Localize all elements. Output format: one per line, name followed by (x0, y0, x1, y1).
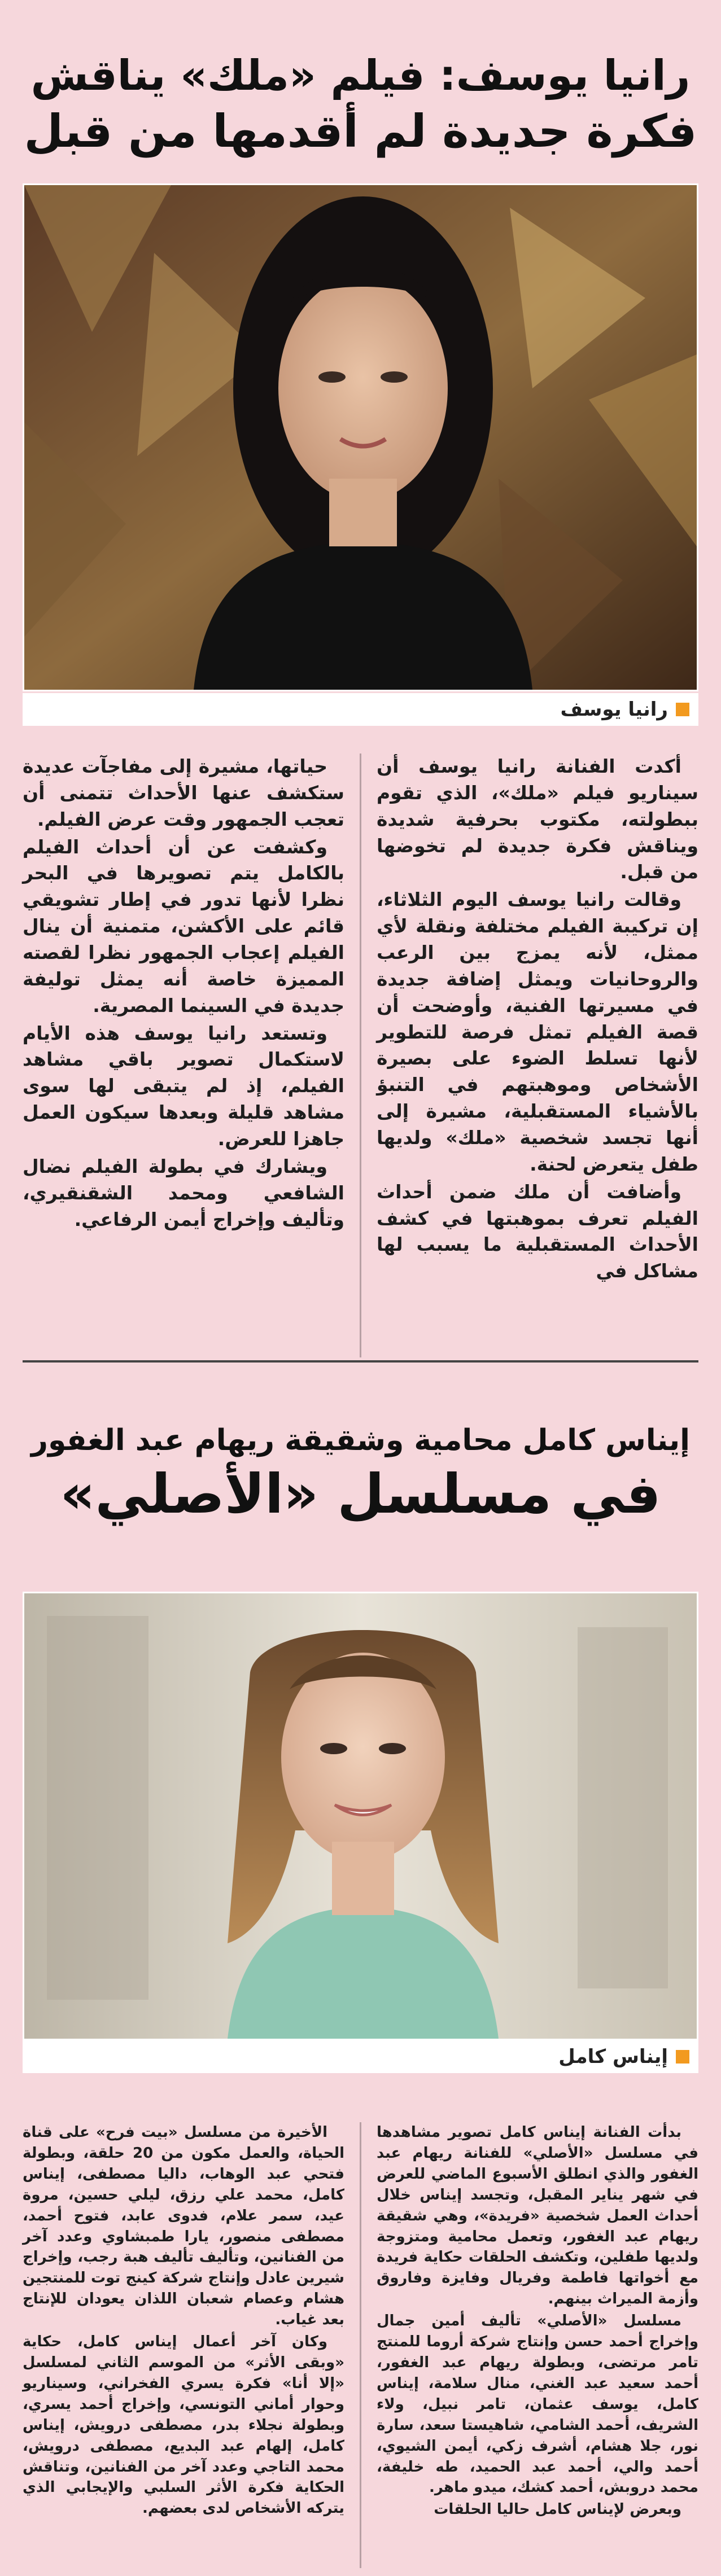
column-right (377, 753, 698, 1357)
caption-square-icon (676, 2050, 689, 2064)
caption-text: إيناس كامل (558, 2045, 668, 2068)
paragraph: الأخيرة من مسلسل «بيت فرح» على قناة الحياة، والعمل مكون من 20 حلقة، وبطولة فتحي عبد الوهاب، داليا مصطفى، إيناس كامل، محمد علي رزق، ليلي حسين، مروة عيد، سمر علام، فدوى عابد، فتوح أحمد، مصطفى منصور، يارا طمبشاوي وعدد آخر من الفنانين، وتأليف تأليف هبة رجب، وإخراج شيرين عادل وإنتاج شركة كينج توت للمنتجين هشام وعصام شعبان اللذان يعودان للإنتاج بعد غياب. (23, 2124, 344, 2329)
paragraph: مسلسل «الأصلي» تأليف أمين جمال وإخراج أحمد حسن وإنتاج شركة أروما للمنتج تامر مرتضى، وبطولة ريهام عبد الغفور، أحمد سعيد عبد الغني، منال سلامة، إيناس كامل، يوسف عثمان، تامر نبيل، ولاء الشريف، أحمد الشامي، شاهيستا سعد، سارة نور، جلا هشام، أشرف زكي، أيمن الشيوي، أحمد والي، أحمد عبد الحميد، طه خليفة، محمد دروبش، أحمد كشك، ميدو ماهر. (377, 2312, 698, 2496)
article-body (23, 2122, 698, 2568)
paragraph: ويشارك في بطولة الفيلم نضال الشافعي ومحمد الشقنقيري، وتأليف وإخراج أيمن الرفاعي. (23, 1155, 344, 1230)
article-body (23, 753, 698, 1357)
paragraph: وكشفت عن أن أحداث الفيلم بالكامل يتم تصويرها في البحر نظرا لأنها تدور في إطار تشويقي قائم على الأكشن، متمنية أن ينال الفيلم إعجاب الجمهور نظرا لقصته المميزة خاصة أنه يمثل توليفة جديدة في السينما المصرية. (23, 835, 344, 1017)
headline (23, 49, 698, 160)
headline-line-1: رانيا يوسف: فيلم «ملك» يناقش (30, 51, 691, 100)
paragraph: وقالت رانيا يوسف اليوم الثلاثاء، إن تركيبة الفيلم مختلفة ونقلة لأي ممثل، لأنه يمزج بين الرعب والروحانيات ويمثل إضافة جديدة في مسيرتها الفنية، وأوضحت أن قصة الفيلم تمثل فرصة للتطوير لأنها تسلط الضوء على بصيرة الأشخاص وموهبتهم في التنبؤ بالأشياء المستقبلية، مشيرة إلى أنها تجسد شخصية «ملك» ولديها طفل يتعرض لحنة. (377, 888, 698, 1175)
column-left (23, 2122, 344, 2568)
photo-rania-youssef (24, 185, 697, 690)
photo-caption (23, 2040, 698, 2073)
paragraph: وكان آخر أعمال إيناس كامل، حكاية «وبقى الأثر» من الموسم الثاني لمسلسل «إلا أنا» فكرة يسري الفخراني، وسيناريو وحوار أماني التونسي، وإخراج أحمد يسري، وبطولة نجلاء بدر، مصطفى درويش، إيناس كامل، إلهام عبد البديع، مصطفى درويش، محمد التاجي وعدد آخر من الفنانين، وتناقش الحكاية فكرة الأثر السلبي والإيجابي الذي يتركه الأشخاص لدى بعضهم. (23, 2333, 344, 2517)
article-separator (23, 1360, 698, 1363)
paragraph: وبعرض لإيناس كامل حاليا الحلقات (434, 2501, 681, 2518)
column-divider (360, 753, 361, 1357)
paragraph: وتستعد رانيا يوسف هذه الأيام لاستكمال تصوير باقي مشاهد الفيلم، إذ لم يتبقى لها سوى مشاهد قليلة وبعدها سيكون العمل جاهزا للعرض. (23, 1022, 344, 1150)
column-left (23, 753, 344, 1357)
photo-enas-kamel (24, 1593, 697, 2039)
article-enas-kamel (0, 1363, 721, 2576)
paragraph: حياتها، مشيرة إلى مفاجآت عديدة ستكشف عنها الأحداث تتمنى أن تعجب الجمهور وقت عرض الفيلم. (23, 755, 344, 830)
paragraph: بدأت الفنانة إيناس كامل تصوير مشاهدها في مسلسل «الأصلي» للفنانة ريهام عبد الغفور والذي انطلق الأسبوع الماضي للعرض في شهر يناير المقبل، وتجسد إيناس خلال أحداث العمل شخصية «فريدة»، وهي شقيقة ريهام عبد الغفور، وتعمل محامية ومتزوجة ولديها طفلين، وتكشف الحلقات حكاية فريدة مع أخواتها فاطمة وفريال وفايزة وفاروق وأزمة الميراث بينهم. (377, 2124, 698, 2308)
headline (23, 1422, 698, 1528)
column-right (377, 2122, 698, 2568)
photo-caption (23, 693, 698, 726)
column-divider (360, 2122, 361, 2568)
caption-square-icon (676, 703, 689, 716)
headline-line-1: إيناس كامل محامية وشقيقة ريهام عبد الغفور (31, 1423, 690, 1458)
headline-line-2: في مسلسل «الأصلي» (60, 1462, 661, 1526)
paragraph: أكدت الفنانة رانيا يوسف أن سيناريو فيلم «ملك»، الذي تقوم ببطولته، مكتوب بحرفية شديدة ويناقش فكرة جديدة لم تخوضها من قبل. (377, 755, 698, 883)
caption-text: رانيا يوسف (560, 698, 668, 721)
article-photo (23, 183, 698, 691)
paragraph: وأضافت أن ملك ضمن أحداث الفيلم تعرف بموهبتها في كشف الأحداث المستقبلية ما يسبب لها مشاكل في (377, 1180, 698, 1282)
article-photo (23, 1592, 698, 2040)
headline-line-2: فكرة جديدة لم أقدمها من قبل (24, 104, 697, 157)
